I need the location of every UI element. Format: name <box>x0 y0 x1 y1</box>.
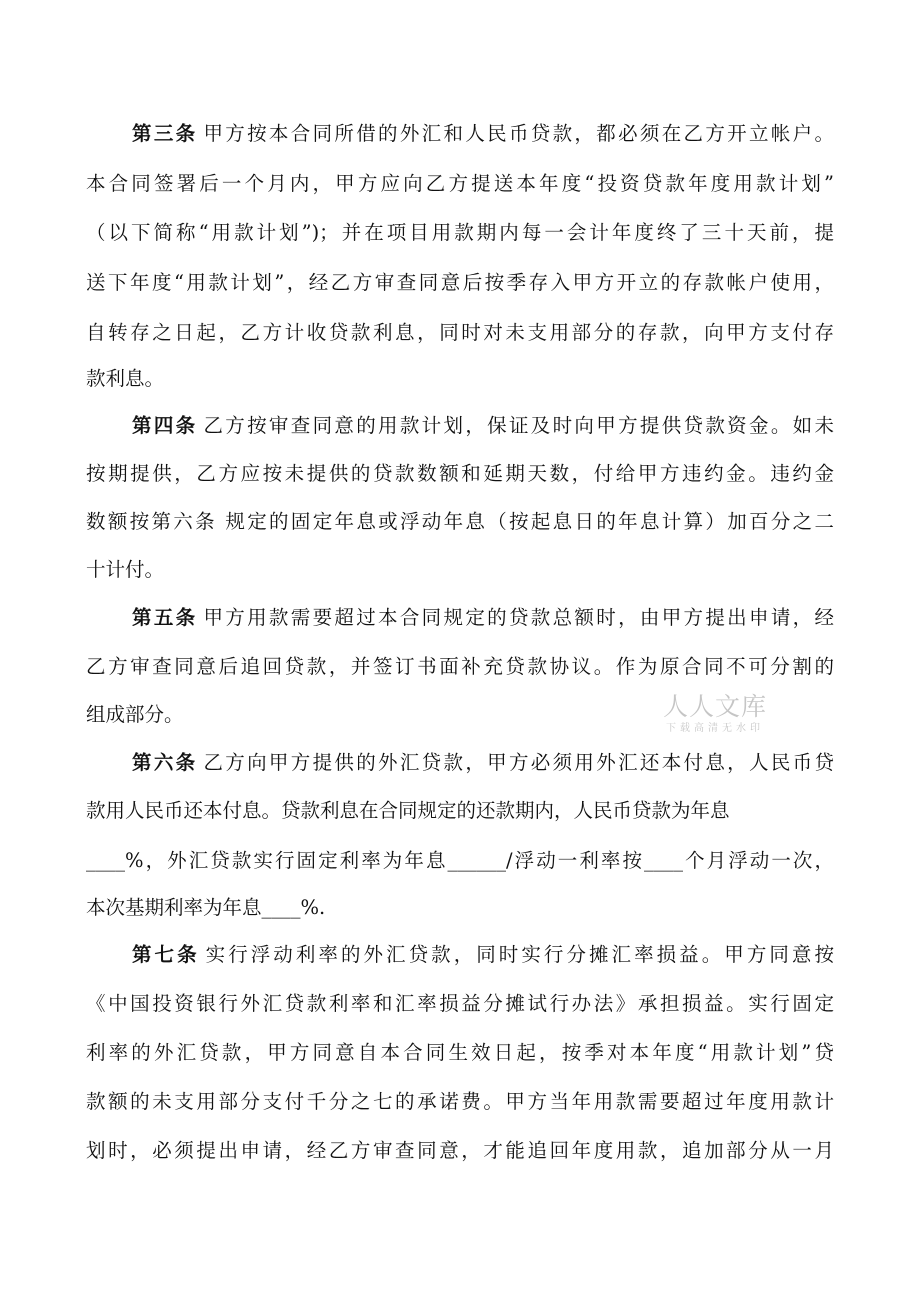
article-7-line-5: 划时，必须提出申请，经乙方审查同意，才能追回年度用款，追加部分从一月 <box>86 1139 834 1162</box>
article-4-heading: 第四条 <box>132 414 198 437</box>
article-6-line-4: 本次基期利率为年息____%. <box>86 896 326 919</box>
article-7-line-3: 利率的外汇贷款，甲方同意自本合同生效日起，按季对本年度“用款计划”贷 <box>86 1041 834 1064</box>
article-3-line-1: 第三条 甲方按本合同所借的外汇和人民币贷款，都必须在乙方开立帐户。 <box>132 122 834 145</box>
article-4-line-4: 十计付。 <box>86 558 165 581</box>
article-5-line-2: 乙方审查同意后追回贷款，并签订书面补充贷款协议。作为原合同不可分割的 <box>86 655 834 678</box>
article-3-line-6: 款利息。 <box>86 367 165 390</box>
article-5-line-1: 第五条 甲方用款需要超过本合同规定的贷款总额时，由甲方提出申请，经 <box>132 606 834 629</box>
article-3-line-5: 自转存之日起，乙方计收贷款利息，同时对未支用部分的存款，向甲方支付存 <box>86 321 834 344</box>
article-3-line-3: （以下简称“用款计划”)；并在项目用款期内每一会计年度终了三十天前，提 <box>86 221 834 244</box>
article-7-line-4: 款额的未支用部分支付千分之七的承诺费。甲方当年用款需要超过年度用款计 <box>86 1090 834 1113</box>
article-4-line-3: 数额按第六条 规定的固定年息或浮动年息（按起息日的年息计算）加百分之二 <box>86 510 834 533</box>
watermark-title: 人人文库 <box>662 692 767 721</box>
article-3-line-4: 送下年度“用款计划”，经乙方审查同意后按季存入甲方开立的存款帐户使用， <box>86 271 834 294</box>
watermark <box>650 692 780 736</box>
article-4-line-2: 按期提供，乙方应按未提供的贷款数额和延期天数，付给甲方违约金。违约金 <box>86 462 834 485</box>
watermark-subtitle: 下载高清无水印 <box>666 723 764 734</box>
article-6-heading: 第六条 <box>132 751 198 774</box>
article-5-line-3: 组成部分。 <box>86 703 184 726</box>
article-7-line-1: 第七条 实行浮动利率的外汇贷款，同时实行分摊汇率损益。甲方同意按 <box>132 943 834 966</box>
article-3-line-2: 本合同签署后一个月内，甲方应向乙方提送本年度“投资贷款年度用款计划” <box>86 172 834 195</box>
article-7-heading: 第七条 <box>132 943 200 966</box>
article-5-heading: 第五条 <box>132 606 198 629</box>
article-3-heading: 第三条 <box>132 122 198 145</box>
article-7-line-2: 《中国投资银行外汇贷款利率和汇率损益分摊试行办法》承担损益。实行固定 <box>86 992 834 1015</box>
article-6-line-3: ____%，外汇贷款实行固定利率为年息______/浮动一利率按____个月浮动一次， <box>86 849 834 872</box>
article-6-line-2: 款用人民币还本付息。贷款利息在合同规定的还款期内，人民币贷款为年息 <box>86 799 730 822</box>
article-4-line-1: 第四条 乙方按审查同意的用款计划，保证及时向甲方提供贷款资金。如未 <box>132 414 834 437</box>
article-6-line-1: 第六条 乙方向甲方提供的外汇贷款，甲方必须用外汇还本付息，人民币贷 <box>132 751 834 774</box>
